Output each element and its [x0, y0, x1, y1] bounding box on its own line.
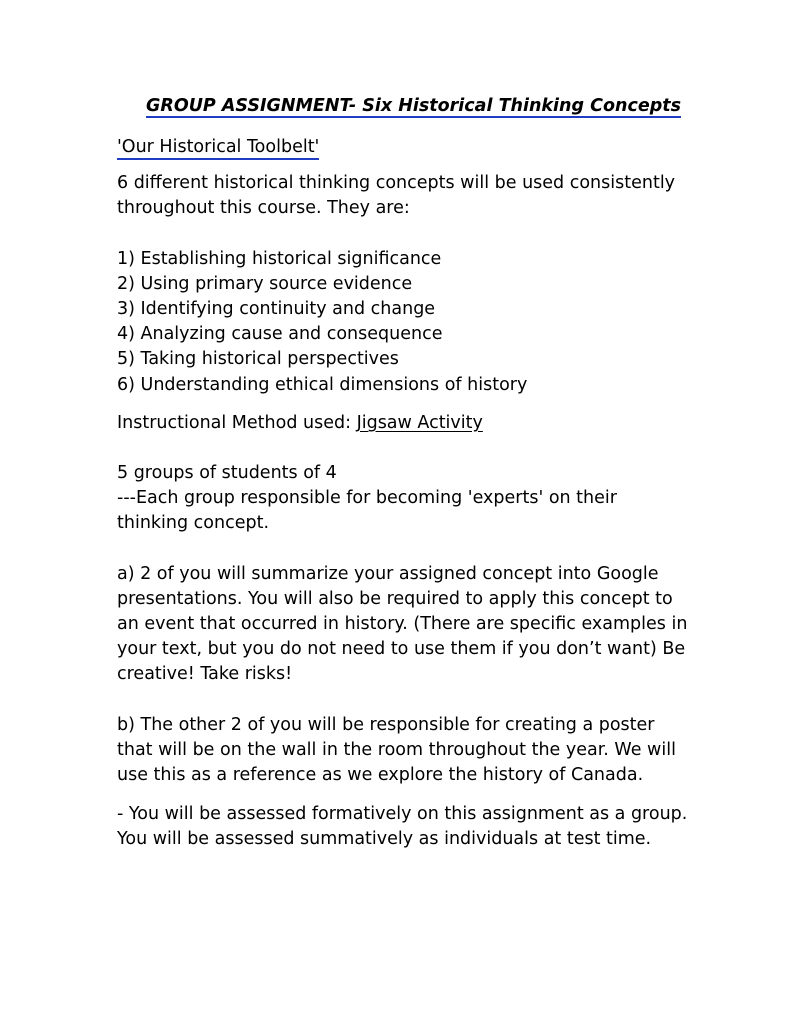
groups-line: 5 groups of students of 4	[117, 463, 337, 483]
concept-item: 4) Analyzing cause and consequence	[117, 324, 443, 344]
part-a-line: creative! Take risks!	[117, 664, 293, 684]
assessment-line: - You will be assessed formatively on this assignment as a group.	[117, 804, 688, 824]
part-a-line: a) 2 of you will summarize your assigned concept into Google	[117, 564, 659, 584]
method-line	[117, 412, 483, 434]
groups-line: thinking concept.	[117, 513, 270, 533]
part-a-line: presentations. You will also be required to apply this concept to	[117, 589, 673, 609]
intro-line: 6 different historical thinking concepts will be used consistently	[117, 173, 676, 193]
concept-item: 6) Understanding ethical dimensions of history	[117, 375, 528, 395]
part-a-line: an event that occurred in history. (There are specific examples in	[117, 614, 688, 634]
method-value: Jigsaw Activity	[356, 413, 483, 433]
concept-item: 3) Identifying continuity and change	[117, 299, 436, 319]
concept-item: 5) Taking historical perspectives	[117, 349, 399, 369]
part-b-line: that will be on the wall in the room throughout the year. We will	[117, 740, 676, 760]
part-b-line: b) The other 2 of you will be responsible for creating a poster	[117, 715, 655, 735]
groups-line: ---Each group responsible for becoming 'experts' on their	[117, 488, 617, 508]
concept-item: 2) Using primary source evidence	[117, 274, 413, 294]
page-subtitle-text: 'Our Historical Toolbelt'	[117, 137, 319, 160]
assessment-line: You will be assessed summatively as individuals at test time.	[117, 829, 652, 849]
concept-item: 1) Establishing historical significance	[117, 249, 442, 269]
page-subtitle	[117, 136, 319, 158]
page-title	[146, 95, 681, 117]
page-title-text: GROUP ASSIGNMENT- Six Historical Thinking Concepts	[146, 96, 682, 116]
part-a-line: your text, but you do not need to use them if you don’t want) Be	[117, 639, 686, 659]
method-label: Instructional Method used:	[117, 413, 357, 433]
part-b-line: use this as a reference as we explore the history of Canada.	[117, 765, 644, 785]
intro-line: throughout this course. They are:	[117, 198, 410, 218]
